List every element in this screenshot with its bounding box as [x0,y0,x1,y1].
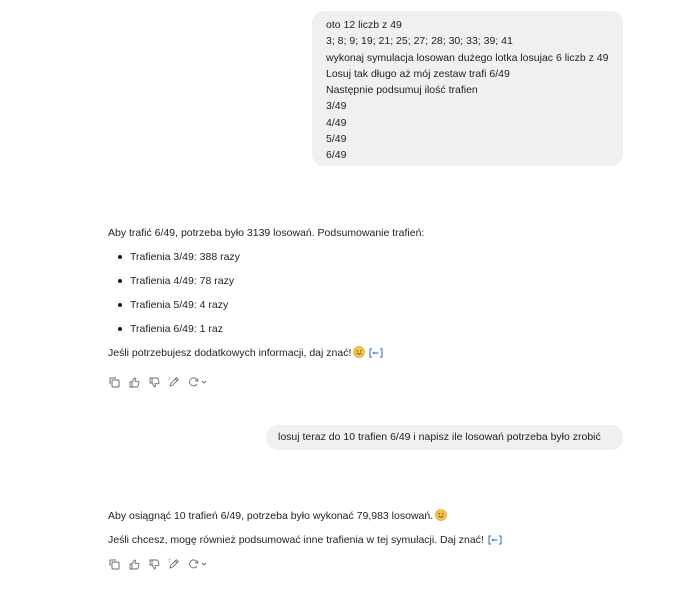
assistant-intro-text: Aby trafić 6/49, potrzeba było 3139 losowań. Podsumowanie trafień: [108,227,425,239]
assistant-followup [108,533,628,548]
user-message-line: wykonaj symulacja losowan dużego lotka losujac 6 liczb z 49 [326,51,609,64]
list-item: Trafienia 5/49: 4 razy [108,298,628,322]
thumbs-up-icon [129,559,140,570]
edit-button[interactable] [168,558,180,570]
list-item: Trafienia 6/49: 1 raz [108,322,628,346]
thumbs-down-button[interactable] [148,376,160,388]
assistant-message-1 [108,226,628,361]
assistant-result [108,509,628,523]
user-message-line: Następnie podsumuj ilość trafien [326,84,478,97]
user-message-bubble-1 [312,11,623,166]
thumbs-down-button[interactable] [148,558,160,570]
user-message-bubble-2 [266,425,623,450]
thumbs-down-icon [149,559,160,570]
copy-button[interactable] [108,376,120,388]
copy-icon [109,377,120,388]
regenerate-icon [190,378,198,386]
list-item: Trafienia 3/49: 388 razy [108,250,628,274]
thumbs-up-button[interactable] [128,558,140,570]
regenerate-icon [190,560,198,568]
assistant-outro [108,346,628,361]
message-actions-1 [108,375,208,389]
user-message-line: Losuj tak długo aż mój zestaw trafi 6/49 [326,67,510,80]
user-message-line: 3/49 [326,100,347,113]
smiling-face-emoji [435,509,447,521]
hits-summary-list [108,250,628,346]
copy-button[interactable] [108,558,120,570]
chevron-down-icon [202,381,206,383]
thumbs-up-button[interactable] [128,376,140,388]
smiling-face-emoji [353,346,365,358]
code-icon[interactable] [369,347,383,361]
list-item: Trafienia 4/49: 78 razy [108,274,628,298]
user-message-line: 4/49 [326,116,347,129]
message-actions-2 [108,557,208,571]
user-message-line: 3; 8; 9; 19; 21; 25; 27; 28; 30; 33; 39; 41 [326,35,513,48]
user-message-line: 6/49 [326,149,347,162]
edit-icon [168,376,180,388]
user-message-text: losuj teraz do 10 trafien 6/49 i napisz ile losowań potrzeba było zrobić [278,431,601,443]
user-message-line: oto 12 liczb z 49 [326,19,402,31]
assistant-result-text: Aby osiągnąć 10 trafień 6/49, potrzeba było wykonać 79,983 losowań. [108,510,434,522]
user-message-line: 5/49 [326,133,347,146]
copy-icon [109,559,120,570]
code-icon[interactable] [488,534,502,548]
edit-icon [168,558,180,570]
assistant-outro-text: Jeśli potrzebujesz dodatkowych informacji, daj znać! [108,347,352,359]
assistant-message-2 [108,509,628,548]
thumbs-down-icon [149,377,160,388]
thumbs-up-icon [129,377,140,388]
chevron-down-icon [202,563,206,565]
edit-button[interactable] [168,376,180,388]
regenerate-button[interactable] [188,558,208,570]
assistant-followup-text: Jeśli chcesz, mogę również podsumować inne trafienia w tej symulacji. Daj znać! [108,534,484,546]
regenerate-button[interactable] [188,376,208,388]
